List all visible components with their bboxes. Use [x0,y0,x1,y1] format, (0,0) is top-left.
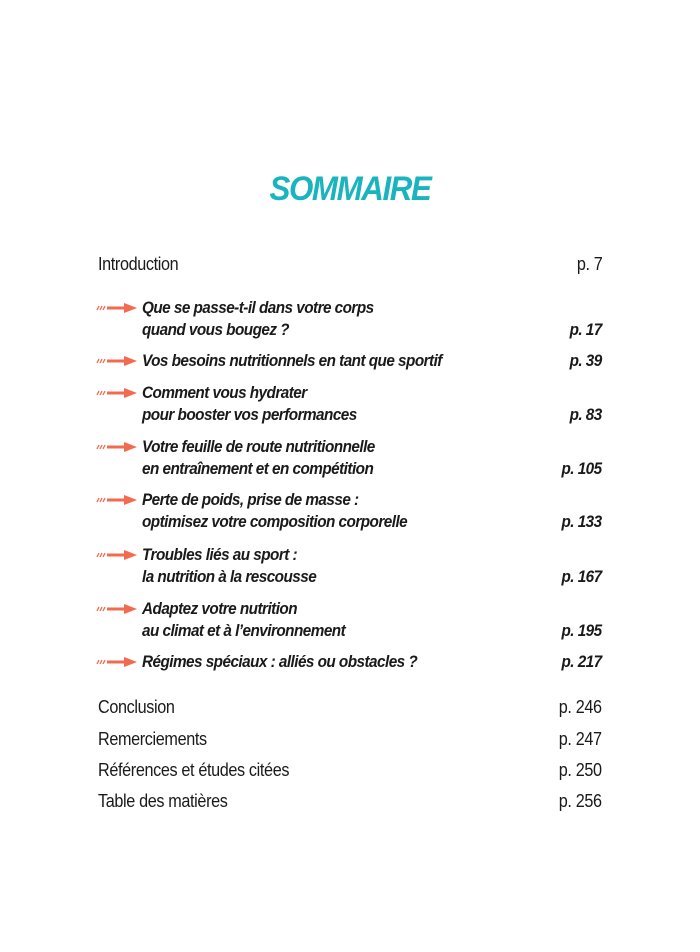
entry-page: p. 256 [559,791,602,811]
chapter-title-line: Perte de poids, prise de masse : [142,490,359,509]
arrow-icon [96,494,138,506]
chapter-page: p. 83 [569,405,602,424]
toc-chapter-entry[interactable] [96,382,602,426]
toc-chapter-entry[interactable] [96,651,602,673]
chapter-page: p. 17 [569,320,602,339]
arrow-icon [96,302,138,314]
chapter-title-line: en entraînement et en compétition [142,459,374,478]
entry-label: Table des matières [98,791,228,811]
entry-label: Références et études citées [98,760,290,780]
toc-chapter-entry[interactable] [96,350,602,372]
entry-page: p. 246 [559,697,602,717]
toc-chapter-entry[interactable] [96,544,602,588]
chapter-title-line: Régimes spéciaux : alliés ou obstacles ? [142,652,418,671]
chapter-title-line: la nutrition à la rescousse [142,567,317,586]
chapter-page: p. 195 [561,621,602,640]
chapter-page: p. 105 [561,459,602,478]
chapter-page: p. 133 [561,512,602,531]
toc-chapter-entry[interactable] [96,436,602,480]
toc-chapter-entry[interactable] [96,598,602,642]
page-title: SOMMAIRE [269,170,431,208]
entry-page: p. 247 [559,729,602,749]
toc-entry-introduction[interactable] [98,254,602,278]
chapter-page: p. 217 [561,652,602,671]
arrow-icon [96,549,138,561]
entry-label: Introduction [98,254,179,274]
chapter-title-line: Votre feuille de route nutritionnelle [142,437,375,456]
toc-entry-table-des-matieres[interactable] [98,791,602,815]
chapter-title-line: Adaptez votre nutrition [142,599,298,618]
chapter-title-line: au climat et à l’environnement [142,621,346,640]
entry-page: p. 250 [559,760,602,780]
arrow-icon [96,355,138,367]
chapter-page: p. 167 [561,567,602,586]
chapter-title-line: Que se passe-t-il dans votre corps [142,298,374,317]
chapter-title-line: Vos besoins nutritionnels en tant que sportif [142,351,442,370]
toc-entry-conclusion[interactable] [98,697,602,721]
chapter-title-line: optimisez votre composition corporelle [142,512,408,531]
arrow-icon [96,387,138,399]
entry-label: Conclusion [98,697,175,717]
chapter-title-line: pour booster vos performances [142,405,357,424]
toc-chapter-entry[interactable] [96,489,602,533]
entry-label: Remerciements [98,729,207,749]
chapter-title-line: Comment vous hydrater [142,383,307,402]
chapter-page: p. 39 [569,351,602,370]
toc-entry-remerciements[interactable] [98,729,602,753]
arrow-icon [96,603,138,615]
toc-chapter-entry[interactable] [96,297,602,341]
entry-page: p. 7 [576,254,602,274]
arrow-icon [96,441,138,453]
toc-entry-references[interactable] [98,760,602,784]
arrow-icon [96,656,138,668]
chapter-title-line: quand vous bougez ? [142,320,289,339]
chapter-title-line: Troubles liés au sport : [142,545,298,564]
